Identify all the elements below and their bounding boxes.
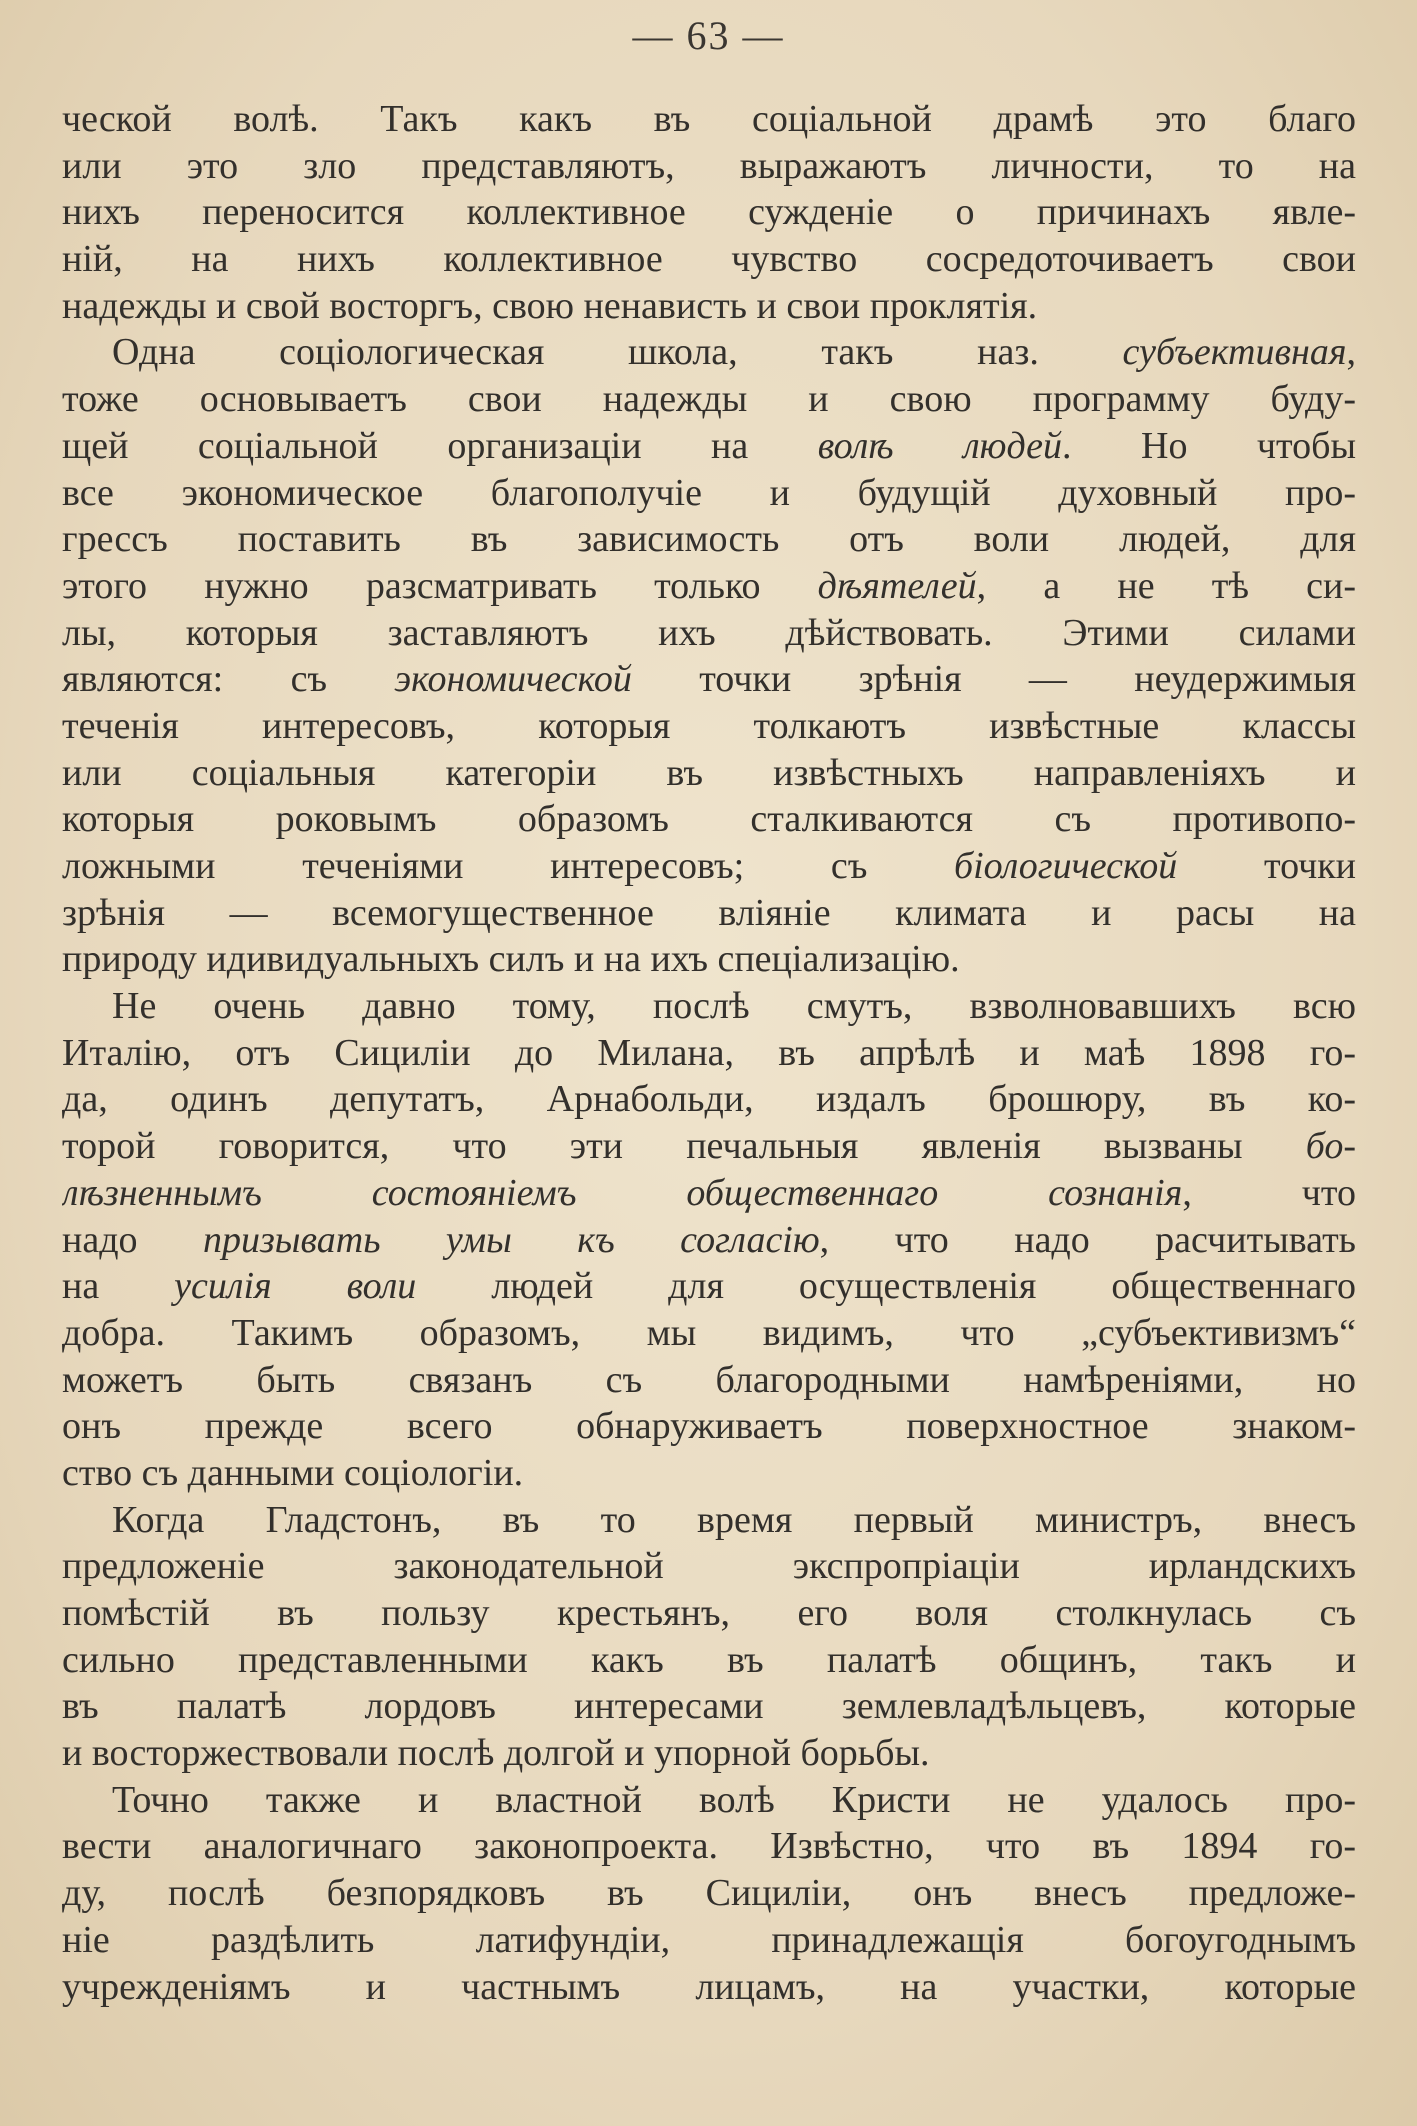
text-segment: надо xyxy=(62,1218,203,1261)
text-segment: Италію, отъ Сициліи до Милана, въ апрѣлѣ и маѣ 1898 го- xyxy=(62,1031,1356,1074)
page-number: — 63 — xyxy=(632,13,785,58)
text-segment: торой говорится, что эти печальныя явленія вызваны xyxy=(62,1125,1306,1168)
text-segment: тоже основываетъ свои надежды и свою программу буду- xyxy=(62,378,1356,421)
text-line xyxy=(62,703,1356,750)
italic-text: біологической xyxy=(954,845,1178,887)
text-segment: . Но чтобы xyxy=(1062,424,1356,467)
text-segment: ство съ данными соціологіи. xyxy=(62,1451,524,1494)
text-segment: Когда Гладстонъ, въ то время первый министръ, внесъ xyxy=(112,1498,1356,1541)
text-segment: , xyxy=(1346,331,1356,374)
text-line xyxy=(62,563,1356,610)
text-segment: ніе раздѣлить латифундіи, принадлежащія богоугоднымъ xyxy=(62,1918,1356,1961)
text-line xyxy=(62,1263,1356,1310)
text-segment: ложными теченіями интересовъ; съ xyxy=(62,845,955,887)
text-line xyxy=(62,283,1356,330)
text-line xyxy=(62,189,1356,236)
text-line xyxy=(62,143,1356,190)
text-segment: являются: съ xyxy=(62,658,395,701)
text-segment: точки xyxy=(1177,845,1356,887)
italic-text: экономической xyxy=(394,658,632,701)
text-line xyxy=(62,1217,1356,1264)
text-line xyxy=(62,656,1356,703)
text-line xyxy=(62,1357,1356,1404)
text-segment: добра. Такимъ образомъ, мы видимъ, что „субъективизмъ“ xyxy=(62,1311,1356,1354)
text-segment: да, одинъ депутатъ, Арнабольди, издалъ брошюру, въ ко- xyxy=(62,1078,1356,1121)
text-line xyxy=(62,329,1356,376)
text-segment: природу идивидуальныхъ силъ и на ихъ спеціализацію. xyxy=(62,938,960,981)
text-line xyxy=(62,1917,1356,1964)
text-segment: теченія интересовъ, которыя толкаютъ извѣстные классы xyxy=(62,704,1356,747)
text-line xyxy=(62,1823,1356,1870)
text-segment: этого нужно разсматривать только xyxy=(62,564,818,607)
text-line xyxy=(62,750,1356,797)
text-line xyxy=(62,796,1356,843)
text-segment: онъ прежде всего обнаруживаетъ поверхностное знаком- xyxy=(62,1405,1356,1448)
text-segment: щей соціальной организаціи на xyxy=(62,424,818,467)
text-line xyxy=(62,376,1356,423)
text-line xyxy=(62,96,1356,143)
text-segment: грессъ поставить въ зависимость отъ воли людей, для xyxy=(62,518,1356,561)
text-segment: , а не тѣ си- xyxy=(976,564,1356,607)
text-segment: и восторжествовали послѣ долгой и упорной борьбы. xyxy=(62,1732,930,1775)
text-segment: людей для осуществленія общественнаго xyxy=(416,1265,1356,1308)
text-segment: все экономическое благополучіе и будущій духовный про- xyxy=(62,471,1356,514)
text-segment: Точно также и властной волѣ Кристи не удалось про- xyxy=(112,1778,1356,1821)
text-segment: ду, послѣ безпорядковъ въ Сициліи, онъ внесъ предложе- xyxy=(62,1872,1356,1915)
text-segment: на xyxy=(62,1265,175,1308)
text-segment: или это зло представляютъ, выражаютъ личности, то на xyxy=(62,144,1356,187)
text-line xyxy=(62,890,1356,937)
text-segment: , что надо расчитывать xyxy=(819,1218,1356,1261)
text-line xyxy=(62,1310,1356,1357)
text-segment: которыя роковымъ образомъ сталкиваются съ противопо- xyxy=(62,798,1356,841)
text-line xyxy=(62,1590,1356,1637)
page-text-body xyxy=(62,96,1356,2010)
text-line xyxy=(62,1730,1356,1777)
italic-text: лѣзненнымъ состояніемъ общественнаго сознанія xyxy=(62,1171,1183,1214)
text-segment: ній, на нихъ коллективное чувство сосредоточиваетъ свои xyxy=(62,238,1356,281)
text-segment: помѣстій въ пользу крестьянъ, его воля столкнулась съ xyxy=(62,1592,1356,1634)
text-line xyxy=(62,936,1356,983)
text-line xyxy=(62,470,1356,517)
text-line xyxy=(62,1543,1356,1590)
text-segment: Одна соціологическая школа, такъ наз. xyxy=(112,331,1123,374)
text-line xyxy=(62,1777,1356,1824)
text-segment: предложеніе законодательной экспропріаціи ирландскихъ xyxy=(62,1545,1356,1588)
text-segment: нихъ переносится коллективное сужденіе о причинахъ явле- xyxy=(62,191,1356,234)
italic-text: дѣятелей xyxy=(817,564,977,607)
text-line xyxy=(62,1123,1356,1170)
italic-text: волѣ людей xyxy=(817,424,1063,467)
italic-text: субъективная xyxy=(1122,331,1347,374)
text-line xyxy=(62,1030,1356,1077)
text-line xyxy=(62,1964,1356,2011)
text-segment: точки зрѣнія — неудержимыя xyxy=(631,658,1356,701)
text-line xyxy=(62,1870,1356,1917)
text-segment: лы, которыя заставляютъ ихъ дѣйствовать. Этими силами xyxy=(62,611,1356,654)
text-segment: , что xyxy=(1182,1171,1356,1214)
text-line xyxy=(62,1497,1356,1544)
text-segment: можетъ быть связанъ съ благородными намѣреніями, но xyxy=(62,1358,1356,1401)
text-segment: зрѣнія — всемогущественное вліяніе климата и расы на xyxy=(62,891,1356,934)
italic-text: усилія воли xyxy=(174,1265,417,1308)
italic-text: бо- xyxy=(1305,1125,1356,1168)
text-segment: или соціальныя категоріи въ извѣстныхъ направленіяхъ и xyxy=(62,751,1356,794)
text-segment: Не очень давно тому, послѣ смутъ, взволновавшихъ всю xyxy=(112,985,1356,1028)
text-line xyxy=(62,983,1356,1030)
text-segment: ческой волѣ. Такъ какъ въ соціальной драмѣ это благо xyxy=(62,98,1356,140)
text-line xyxy=(62,1637,1356,1684)
text-line xyxy=(62,423,1356,470)
text-line xyxy=(62,1683,1356,1730)
text-line xyxy=(62,610,1356,657)
text-segment: въ палатѣ лордовъ интересами землевладѣльцевъ, которые xyxy=(62,1685,1356,1728)
text-line xyxy=(62,516,1356,563)
text-line xyxy=(62,1450,1356,1497)
text-segment: надежды и свой восторгъ, свою ненависть и свои проклятія. xyxy=(62,284,1038,327)
text-line xyxy=(62,1076,1356,1123)
text-line xyxy=(62,1170,1356,1217)
text-segment: сильно представленными какъ въ палатѣ общинъ, такъ и xyxy=(62,1638,1356,1681)
text-line xyxy=(62,236,1356,283)
text-segment: учрежденіямъ и частнымъ лицамъ, на участки, которые xyxy=(62,1965,1356,2008)
text-line xyxy=(62,1403,1356,1450)
text-segment: вести аналогичнаго законопроекта. Извѣстно, что въ 1894 го- xyxy=(62,1825,1356,1868)
text-line xyxy=(62,843,1356,890)
italic-text: призывать умы къ согласію xyxy=(202,1218,820,1261)
